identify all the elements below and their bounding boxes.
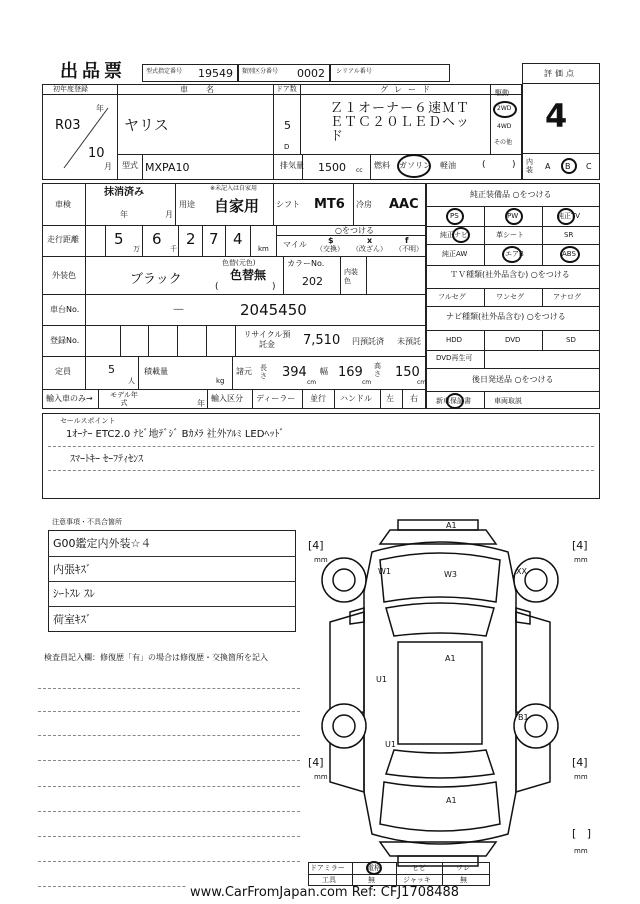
equip-sr: SR	[564, 231, 574, 239]
drive-label: 駆動	[495, 89, 509, 97]
mileage-modified: （改ざん）	[352, 245, 387, 253]
import-left: 左	[386, 394, 394, 403]
import-handle: ハンドル	[340, 394, 372, 403]
tire-depth-rl-value: 4	[312, 756, 320, 769]
notes-item-3: ｼｰﾄｽﾚ ｽﾚ	[53, 587, 95, 600]
shift-value: MT6	[314, 197, 345, 212]
interior-a: A	[545, 162, 551, 171]
usage-label: 用途	[179, 200, 195, 209]
type-label: 型式	[122, 161, 138, 170]
bt-tools: 工具	[322, 876, 336, 884]
capacity-label: 定員	[55, 367, 71, 376]
inspector-label: 検査員記入欄：修復歴「有」の場合は修復歴・交換箇所を記入	[44, 653, 268, 662]
equip-ps: PS	[450, 212, 459, 220]
mileage-digit-5: 4	[233, 230, 243, 248]
interior-c: C	[586, 162, 592, 171]
interior-color-label: 内装色	[344, 268, 358, 285]
mileage-mile: マイル	[283, 240, 307, 249]
tire-depth-rr-value: 4	[576, 756, 584, 769]
tire-depth-front-right: [4]	[572, 539, 588, 552]
load-unit: kg	[216, 377, 225, 385]
serial-label: シリアル番号	[336, 68, 372, 75]
mileage-km-unit: km	[258, 245, 269, 253]
recycle-value: 7,510	[303, 333, 341, 348]
mileage-dollar-1: $	[328, 236, 334, 245]
usage-note: ※未記入は自家用	[210, 185, 258, 192]
mileage-circle-note: ○をつける	[335, 226, 374, 235]
capacity-unit: 人	[128, 377, 135, 385]
mark-rear-bumper: A1	[446, 796, 457, 805]
import-label: 輸入車のみ→	[46, 394, 93, 403]
sales-label: セールスポイント	[60, 417, 116, 425]
chassis-label: 車台No.	[50, 305, 80, 314]
reg-no-label: 登録No.	[50, 336, 80, 345]
notes-item-2: 内張ｷｽﾞ	[53, 563, 92, 576]
mileage-exchange: （交換）	[316, 245, 344, 253]
bt-break: ワレ	[456, 864, 470, 872]
fuel-gas: ガソリン	[399, 161, 431, 170]
model-year-label: モデル年式	[110, 391, 138, 407]
bt-jack-value: 無	[460, 876, 467, 884]
inspection-label: 車検	[55, 200, 71, 209]
grade-label: グレード	[380, 85, 436, 94]
fuel-bracket-open: (	[482, 160, 486, 170]
equip-pw: PW	[507, 212, 519, 220]
nav-hdd: HDD	[446, 336, 463, 344]
capacity-value: 5	[108, 363, 115, 376]
model-code-label: 型式指定番号	[146, 68, 183, 75]
height-label: 高さ	[374, 362, 381, 378]
mileage-digit-2: 6	[152, 230, 162, 248]
equip-airbag: エアB	[505, 250, 524, 258]
chassis-no: 2045450	[240, 301, 307, 319]
rating-value: 4	[545, 97, 568, 135]
tire-depth-rear-left: [4]	[308, 756, 324, 769]
mark-u1-lower: U1	[385, 740, 396, 749]
tire-depth-spare: [ ]	[572, 827, 592, 840]
tire-spare-mm: mm	[574, 847, 588, 855]
tire-depth-fr-value: 4	[576, 539, 584, 552]
tire-fr-mm: mm	[574, 556, 588, 564]
tv-title: ＴＶ種類(社外品含む) ○をつける	[450, 270, 570, 279]
fuel-diesel: 軽油	[440, 161, 456, 170]
model-year-unit: 年	[197, 399, 205, 408]
mark-a1-mid: A1	[445, 654, 456, 663]
inspection-month-unit: 月	[165, 210, 173, 219]
page-title: 出品票	[60, 61, 126, 82]
import-class-label: 輸入区分	[211, 394, 243, 403]
drive-other: その他	[494, 139, 513, 146]
ac-value: AAC	[389, 197, 419, 212]
sales-line-2: ｽﾏｰﾄｷｰ ｾｰﾌﾃｨｾﾝｽ	[70, 454, 144, 465]
year-unit: 年	[96, 104, 104, 113]
tire-rl-mm: mm	[314, 773, 328, 781]
length-value: 394	[282, 365, 307, 380]
recycle-unpaid: 未預託	[397, 337, 421, 346]
color-no: 202	[302, 275, 323, 288]
equip-aw: 純正AW	[442, 250, 468, 258]
mark-xx: XX	[516, 567, 527, 576]
month-unit: 月	[104, 162, 112, 171]
tire-depth-fl-value: 4	[312, 539, 320, 552]
dvd-play: DVD再生可	[436, 354, 473, 362]
shift-label: シフト	[276, 200, 300, 209]
mileage-digit-3: 2	[186, 230, 196, 248]
class-code-label: 類別区分番号	[242, 68, 279, 75]
fuel-label: 燃料	[374, 161, 390, 170]
inspection-year-unit: 年	[120, 210, 128, 219]
model-code: 19549	[198, 67, 233, 80]
import-parallel: 並行	[310, 394, 326, 403]
mileage-x: x	[367, 236, 373, 245]
width-unit: cm	[362, 379, 372, 386]
notes-label: 注意事項・不具合箇所	[52, 518, 122, 526]
displacement-label: 排気量	[280, 161, 304, 170]
mileage-digit-4: 7	[209, 230, 219, 248]
first-reg-month: 10	[88, 146, 105, 161]
doors-sub: D	[284, 143, 290, 151]
color-change-bracket-open: (	[215, 282, 219, 292]
tire-fl-mm: mm	[314, 556, 328, 564]
first-reg-label: 初年度登録	[53, 85, 88, 93]
bt-crack: ヒビ	[412, 864, 426, 872]
tire-depth-rear-right: [4]	[572, 756, 588, 769]
tire-rr-mm: mm	[574, 773, 588, 781]
mileage-sen-unit: 千	[170, 245, 177, 253]
notes-item-1: G00鑑定内外装☆４	[53, 537, 152, 550]
recycle-label: リサイクル預託金	[243, 330, 291, 349]
chassis-dash: －	[172, 303, 186, 318]
interior-b: B	[565, 162, 571, 171]
equip-abs: ABS	[562, 250, 576, 258]
drive-2wd: 2WD	[497, 105, 512, 112]
mark-b1: B1	[518, 713, 529, 722]
doors-value: 5	[284, 119, 291, 132]
load-label: 積載量	[144, 367, 168, 376]
dim-label: 諸元	[236, 367, 252, 376]
mark-front-bumper: A1	[446, 521, 457, 530]
width-label: 幅	[320, 367, 328, 376]
nav-sd: SD	[566, 336, 576, 344]
mark-w3: W3	[444, 570, 457, 579]
bt-mirror-fold: 電格	[367, 864, 381, 872]
tire-depth-front-left: [4]	[308, 539, 324, 552]
ac-label: 冷房	[356, 200, 372, 209]
equipment-title: 純正装備品 ○をつける	[470, 190, 552, 199]
mileage-label: 走行距離	[47, 235, 79, 244]
recycle-paid: 円預託済	[352, 337, 384, 346]
height-unit: cm	[417, 379, 427, 386]
bt-mirror: ドアミラー	[310, 864, 345, 872]
mileage-unknown: （不明）	[395, 245, 423, 253]
equip-tv: 純正TV	[557, 212, 581, 220]
color-no-label: カラーNo.	[287, 259, 325, 268]
import-right: 右	[410, 394, 418, 403]
equip-navi: 純正ナビ	[440, 231, 468, 239]
height-value: 150	[395, 365, 420, 380]
car-name-label: 車名	[180, 85, 232, 94]
watermark: www.CarFromJapan.com Ref: CFJ1708488	[186, 886, 463, 899]
sales-line-1: 1ｵｰﾅｰ ETC2.0 ﾅﾋﾞ地ﾃﾞｼﾞ Bｶﾒﾗ 社外ｱﾙﾐ LEDﾍｯﾄﾞ	[66, 429, 285, 440]
type-value: MXPA10	[145, 161, 190, 174]
mark-u1-left: U1	[376, 675, 387, 684]
fuel-bracket-close: )	[512, 160, 516, 170]
notes-item-4: 荷室ｷｽﾞ	[53, 613, 92, 626]
displacement-value: 1500	[318, 161, 346, 174]
interior-label: 内装	[526, 158, 533, 174]
car-name: ヤリス	[124, 116, 169, 134]
bt-tools-value: 無	[368, 876, 375, 884]
mileage-f: f	[405, 236, 409, 245]
details-block	[42, 183, 426, 409]
color-change-bracket-close: )	[272, 282, 276, 292]
tv-oneseg: ワンセグ	[496, 293, 524, 301]
color-label: 外装色	[52, 271, 76, 280]
length-label: 長さ	[260, 364, 267, 380]
tv-analog: アナログ	[553, 293, 581, 301]
usage-value: 自家用	[214, 197, 260, 215]
drive-4wd: 4WD	[497, 123, 512, 130]
import-dealer: ディーラー	[256, 394, 296, 403]
color-value: ブラック	[130, 272, 182, 287]
later-manual: 車両取説	[494, 397, 522, 405]
doors-label: ドア数	[276, 85, 297, 93]
later-title: 後日発送品 ○をつける	[472, 375, 554, 384]
cc-unit: cc	[356, 167, 363, 174]
inspection-value: 抹消済み	[104, 187, 144, 198]
color-change-value: 色替無	[230, 268, 267, 282]
bt-jack: ジャッキ	[403, 876, 431, 884]
first-reg-year: R03	[55, 118, 81, 133]
color-change-label: 色替(元色)	[222, 259, 256, 267]
nav-title: ナビ種類(社外品含む) ○をつける	[446, 312, 566, 321]
equip-leather: 革シート	[496, 231, 524, 239]
later-warranty: 新車保証書	[436, 397, 471, 405]
mileage-digit-1: 5	[114, 230, 124, 248]
length-unit: cm	[307, 379, 317, 386]
mileage-man-unit: 万	[133, 245, 140, 253]
tv-fullseg: フルセグ	[438, 293, 466, 301]
mark-w1: W1	[378, 567, 391, 576]
grade-value: Ｚ１オーナー６速ＭＴ ＥＴＣ２０ＬＥＤヘッド	[330, 101, 471, 144]
nav-dvd: DVD	[505, 336, 521, 344]
width-value: 169	[338, 365, 363, 380]
car-diagram	[310, 512, 570, 872]
rating-label: 評価点	[544, 69, 577, 78]
class-code: 0002	[297, 67, 325, 80]
